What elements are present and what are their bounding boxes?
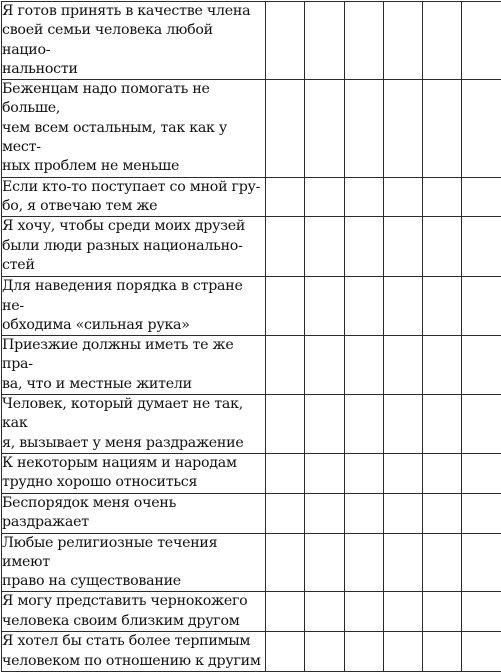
answer-cell[interactable]: [423, 395, 462, 454]
answer-cell[interactable]: [266, 592, 305, 632]
answer-cell[interactable]: [344, 453, 383, 493]
table-row: [2, 2, 501, 80]
answer-cell[interactable]: [462, 217, 501, 277]
answer-cell[interactable]: [305, 395, 344, 454]
statement-text: Беженцам надо помогать не больше, чем всем остальным, так как у мест- ных проблем не меньше: [2, 80, 266, 177]
statement-text: К некоторым нациям и народам трудно хорошо относиться: [2, 453, 266, 493]
answer-cell[interactable]: [344, 533, 383, 592]
answer-cell[interactable]: [344, 80, 383, 177]
answer-cell[interactable]: [383, 2, 422, 80]
statement-text: Я готов принять в качестве члена своей семьи человека любой нацио- нальности: [2, 2, 266, 80]
answer-cell[interactable]: [344, 277, 383, 336]
statement-text: Беспорядок меня очень раздражает: [2, 493, 266, 533]
answer-cell[interactable]: [344, 493, 383, 533]
answer-cell[interactable]: [305, 2, 344, 80]
answer-cell[interactable]: [266, 177, 305, 217]
table-row: [2, 277, 501, 336]
answer-cell[interactable]: [383, 533, 422, 592]
answer-cell[interactable]: [305, 217, 344, 277]
answer-cell[interactable]: [462, 80, 501, 177]
table-row: [2, 217, 501, 277]
answer-cell[interactable]: [383, 592, 422, 632]
answer-cell[interactable]: [266, 533, 305, 592]
answer-cell[interactable]: [344, 632, 383, 672]
answer-cell[interactable]: [462, 592, 501, 632]
answer-cell[interactable]: [305, 453, 344, 493]
answer-cell[interactable]: [423, 277, 462, 336]
answer-cell[interactable]: [266, 2, 305, 80]
answer-cell[interactable]: [423, 453, 462, 493]
statement-text: Я хочу, чтобы среди моих друзей были люди разных национально- стей: [2, 217, 266, 277]
answer-cell[interactable]: [266, 453, 305, 493]
answer-cell[interactable]: [383, 336, 422, 395]
answer-cell[interactable]: [383, 493, 422, 533]
answer-cell[interactable]: [383, 177, 422, 217]
answer-cell[interactable]: [344, 336, 383, 395]
answer-cell[interactable]: [462, 395, 501, 454]
answer-cell[interactable]: [344, 217, 383, 277]
answer-cell[interactable]: [344, 177, 383, 217]
answer-cell[interactable]: [423, 533, 462, 592]
answer-cell[interactable]: [344, 592, 383, 632]
table-row: [2, 533, 501, 592]
table-row: [2, 395, 501, 454]
answer-cell[interactable]: [423, 2, 462, 80]
table-row: [2, 80, 501, 177]
answer-cell[interactable]: [383, 453, 422, 493]
answer-cell[interactable]: [266, 336, 305, 395]
answer-cell[interactable]: [383, 80, 422, 177]
answer-cell[interactable]: [462, 2, 501, 80]
answer-cell[interactable]: [305, 177, 344, 217]
answer-cell[interactable]: [423, 493, 462, 533]
answer-cell[interactable]: [383, 395, 422, 454]
answer-cell[interactable]: [462, 493, 501, 533]
answer-cell[interactable]: [305, 493, 344, 533]
statement-text: Я могу представить чернокожего человека своим близким другом: [2, 592, 266, 632]
tolerance-questionnaire-table: [1, 1, 501, 672]
statement-text: Если кто-то поступает со мной гру- бо, я отвечаю тем же: [2, 177, 266, 217]
statement-text: Для наведения порядка в стране не- обходима «сильная рука»: [2, 277, 266, 336]
answer-cell[interactable]: [462, 277, 501, 336]
answer-cell[interactable]: [423, 592, 462, 632]
table-row: [2, 453, 501, 493]
answer-cell[interactable]: [305, 592, 344, 632]
answer-cell[interactable]: [266, 277, 305, 336]
answer-cell[interactable]: [266, 217, 305, 277]
answer-cell[interactable]: [344, 395, 383, 454]
answer-cell[interactable]: [305, 336, 344, 395]
answer-cell[interactable]: [462, 177, 501, 217]
answer-cell[interactable]: [383, 217, 422, 277]
answer-cell[interactable]: [344, 2, 383, 80]
table-row: [2, 177, 501, 217]
answer-cell[interactable]: [423, 336, 462, 395]
answer-cell[interactable]: [423, 217, 462, 277]
answer-cell[interactable]: [266, 395, 305, 454]
answer-cell[interactable]: [266, 80, 305, 177]
table-row: [2, 632, 501, 672]
answer-cell[interactable]: [462, 336, 501, 395]
answer-cell[interactable]: [423, 632, 462, 672]
statement-text: Любые религиозные течения имеют право на существование: [2, 533, 266, 592]
answer-cell[interactable]: [305, 533, 344, 592]
table-row: [2, 592, 501, 632]
answer-cell[interactable]: [305, 80, 344, 177]
statement-text: Человек, который думает не так, как я, вызывает у меня раздражение: [2, 395, 266, 454]
table-row: [2, 493, 501, 533]
answer-cell[interactable]: [462, 632, 501, 672]
answer-cell[interactable]: [423, 177, 462, 217]
answer-cell[interactable]: [383, 277, 422, 336]
answer-cell[interactable]: [423, 80, 462, 177]
statement-text: Приезжие должны иметь те же пра- ва, что и местные жители: [2, 336, 266, 395]
answer-cell[interactable]: [462, 533, 501, 592]
answer-cell[interactable]: [266, 632, 305, 672]
table-row: [2, 336, 501, 395]
answer-cell[interactable]: [462, 453, 501, 493]
answer-cell[interactable]: [305, 632, 344, 672]
answer-cell[interactable]: [383, 632, 422, 672]
statement-text: Я хотел бы стать более терпимым человеком по отношению к другим: [2, 632, 266, 672]
answer-cell[interactable]: [266, 493, 305, 533]
answer-cell[interactable]: [305, 277, 344, 336]
